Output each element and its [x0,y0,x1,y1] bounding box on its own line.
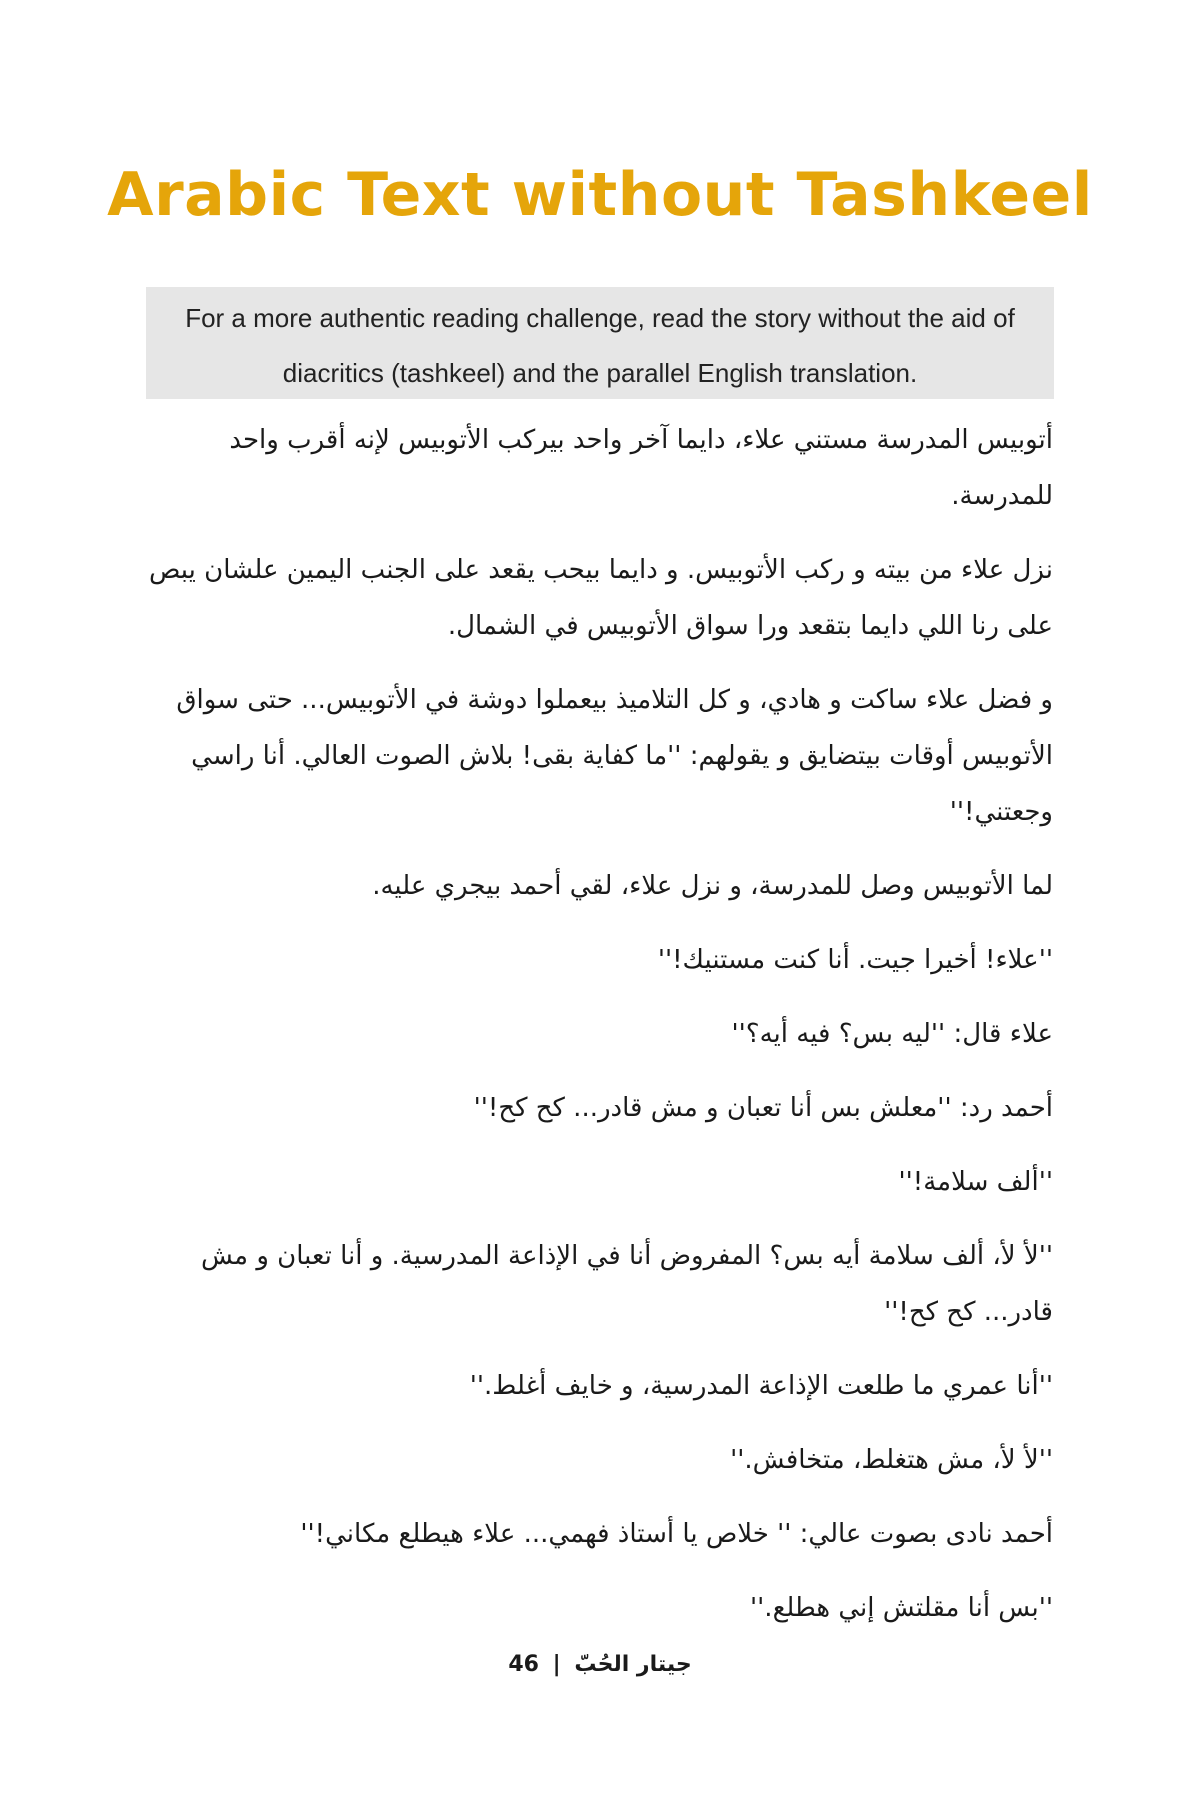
footer-separator: | [552,1652,561,1677]
story-paragraph: ''لأ لأ، ألف سلامة أيه بس؟ المفروض أنا في الإذاعة المدرسية. و أنا تعبان و مش قادر... كح كح!'' [201,1241,1053,1327]
page-footer [0,1652,1200,1677]
story-paragraph: ''أنا عمري ما طلعت الإذاعة المدرسية، و خايف أغلط.'' [469,1371,1053,1401]
story-paragraph: و فضل علاء ساكت و هادي، و كل التلاميذ بيعملوا دوشة في الأتوبيس... حتى سواق الأتوبيس أوقات بيتضايق و يقولهم: ''ما كفاية بقى! بلاش الصوت العالي. أنا راسي وجعتني!'' [176,685,1053,827]
story-paragraph: ''ألف سلامة!'' [898,1167,1053,1197]
story-paragraph: أحمد رد: ''معلش بس أنا تعبان و مش قادر... كح كح!'' [473,1093,1053,1123]
book-title: جيتار الحُبّ [574,1652,692,1677]
story-paragraph: أحمد نادى بصوت عالي: '' خلاص يا أستاذ فهمي... علاء هيطلع مكاني!'' [300,1519,1053,1549]
story-text [148,412,1053,1654]
story-paragraph: علاء قال: ''ليه بس؟ فيه أيه؟'' [731,1019,1053,1049]
story-paragraph: لما الأتوبيس وصل للمدرسة، و نزل علاء، لقي أحمد بيجري عليه. [372,871,1053,901]
page-number: 46 [508,1652,539,1677]
story-paragraph: ''بس أنا مقلتش إني هطلع.'' [750,1593,1053,1623]
story-paragraph: ''لأ لأ، مش هتغلط، متخافش.'' [730,1445,1053,1475]
reading-note-text: For a more authentic reading challenge, read the story without the aid of diacritics (tashkeel) and the parallel English translation. [185,303,1015,388]
page-title: Arabic Text without Tashkeel [107,160,1093,230]
reading-note-box [146,287,1054,399]
story-paragraph: أتوبيس المدرسة مستني علاء، دايما آخر واحد بيركب الأتوبيس لإنه أقرب واحد للمدرسة. [229,425,1053,511]
story-paragraph: نزل علاء من بيته و ركب الأتوبيس. و دايما بيحب يقعد على الجنب اليمين علشان يبص على رنا اللي دايما بتقعد ورا سواق الأتوبيس في الشمال. [148,555,1053,641]
story-paragraph: ''علاء! أخيرا جيت. أنا كنت مستنيك!'' [657,945,1053,975]
